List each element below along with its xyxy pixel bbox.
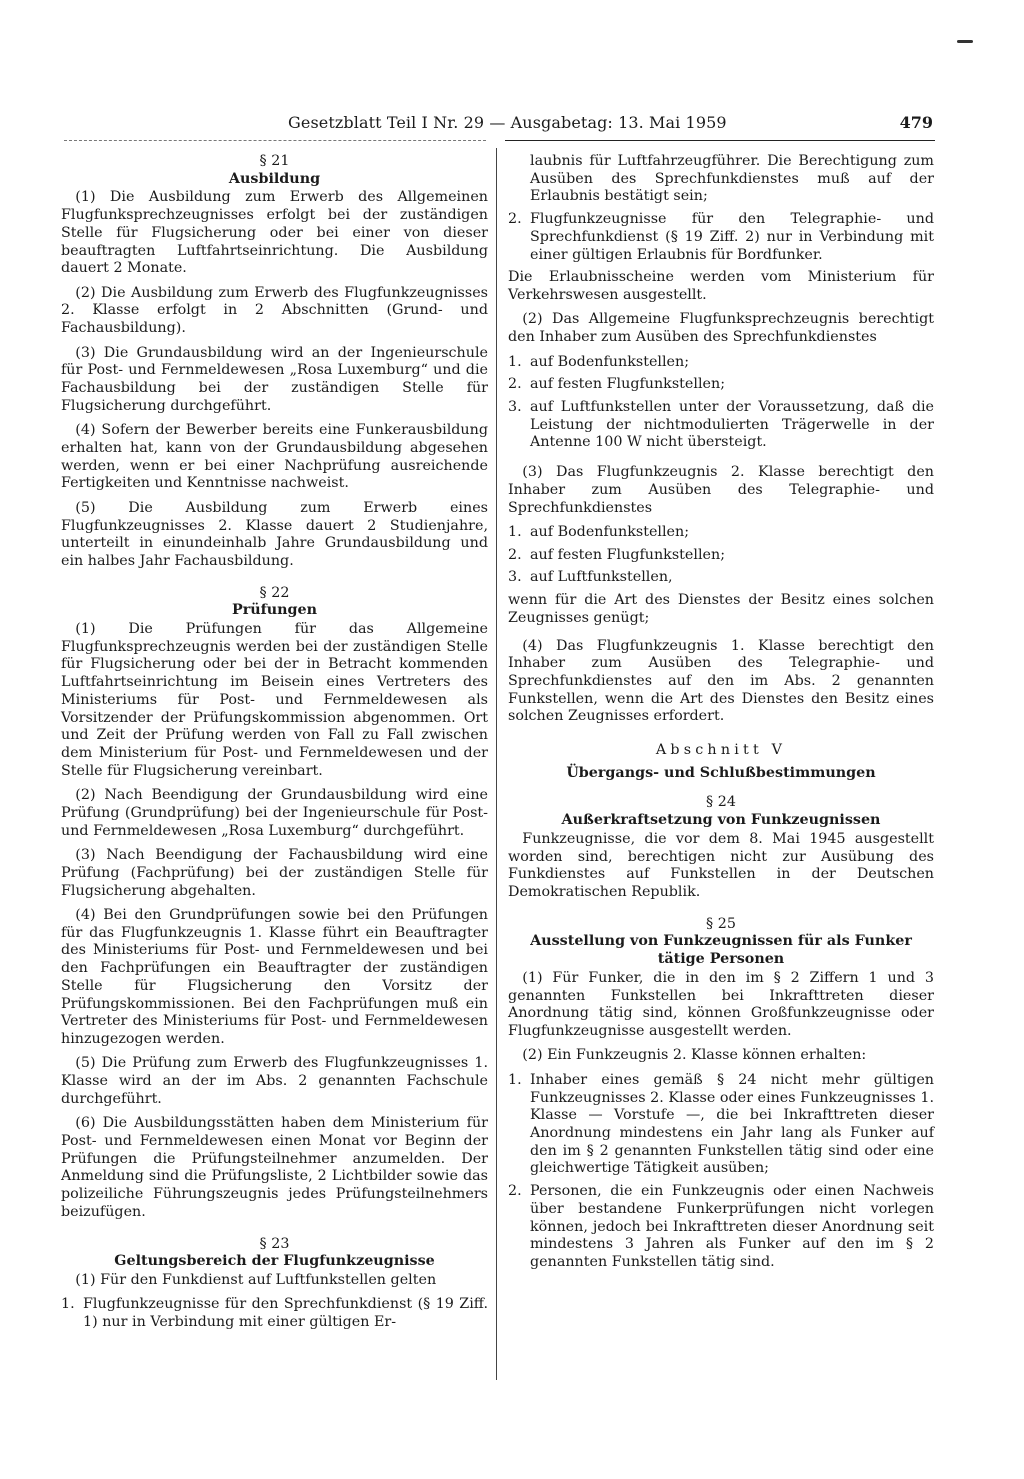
erlaubnis-paragraph: Die Erlaubnisscheine werden vom Ministerium für Verkehrswesen ausgestellt. bbox=[508, 269, 934, 303]
section-22-title: Prüfungen bbox=[231, 602, 318, 619]
s22-paragraph-3: (3) Nach Beendigung der Fachausbildung wird eine Prüfung (Fachprüfung) bei der zuständigen Stelle für Flugsicherung abgehalten. bbox=[61, 847, 488, 899]
s21-paragraph-2: (2) Die Ausbildung zum Erwerb des Flugfunkzeugnisses 2. Klasse erfolgt in 2 Abschnitten (Grund- und Fachausbildung). bbox=[61, 284, 488, 337]
s22-paragraph-2: (2) Nach Beendigung der Grundausbildung wird eine Prüfung (Grundprüfung) bei der Ingenieurschule für Post- und Fernmeldewesen „Rosa Luxemburg“ durchgeführt. bbox=[61, 787, 488, 839]
list-text: auf Bodenfunkstellen; bbox=[530, 524, 690, 541]
s23-p2-item-1 bbox=[508, 354, 934, 372]
s25-list-item-2 bbox=[508, 1183, 934, 1272]
s23-paragraph-3: (3) Das Flugfunkzeugnis 2. Klasse berechtigt den Inhaber zum Ausüben des Telegraphie- und Sprechfunkdienstes bbox=[508, 464, 934, 516]
s23-p2-item-2 bbox=[508, 376, 934, 394]
header-rule-left bbox=[64, 140, 486, 141]
s23-p3-item-3 bbox=[508, 569, 934, 587]
s24-paragraph-1: Funkzeugnisse, die vor dem 8. Mai 1945 ausgestellt worden sind, berechtigen nicht zur Ausübung des Funkdienstes auf Funkstellen in der Deutschen Demokratischen Republik. bbox=[508, 830, 934, 900]
list-text: auf Luftfunkstellen, bbox=[530, 569, 673, 586]
s22-paragraph-4: (4) Bei den Grundprüfungen sowie bei den Prüfungen für das Flugfunkzeugnis 1. Klasse führt ein Beauftragter des Ministeriums für Post- und Fernmeldewesen und bei den Fachprüfungen ein Beauftragter der zuständigen Stelle für Flugsicherung den Vorsitz der Prüfungskommissionen. Bei den Fachprüfungen muß ein Vertreter des Ministeriums für Post- und Fernmeldewesen hinzugezogen werden. bbox=[61, 907, 488, 1047]
s25-list-item-1 bbox=[508, 1072, 934, 1178]
list-number: 1. bbox=[508, 353, 522, 370]
column-divider bbox=[496, 148, 497, 1380]
section-25-title: Ausstellung von Funkzeugnissen für als Funker tätige Personen bbox=[530, 933, 912, 968]
s23-paragraph-4: (4) Das Flugfunkzeugnis 1. Klasse berechtigt den Inhaber zum Ausüben des Telegraphie- und Sprechfunkdienstes auf den im Abs. 2 genannten Funkstellen, wenn die Art des Dienstes den Besitz eines solchen Zeugnisses erfordert. bbox=[508, 637, 934, 725]
s23-p2-item-3 bbox=[508, 399, 934, 452]
page-number: 479 bbox=[899, 113, 933, 132]
list-number: 3. bbox=[508, 399, 522, 416]
list-text: auf festen Flugfunkstellen; bbox=[530, 376, 726, 393]
list-text: Flugfunkzeugnisse für den Telegraphie- und Sprechfunkdienst (§ 19 Ziff. 2) nur in Verbindung mit einer gültigen Erlaubnis für Bordfunker. bbox=[530, 211, 934, 263]
left-column bbox=[61, 153, 488, 1337]
section-22-number: § 22 bbox=[259, 584, 290, 601]
abschnitt-heading: Abschnitt V bbox=[655, 742, 787, 759]
list-text: auf Bodenfunkstellen; bbox=[530, 353, 690, 370]
s22-paragraph-5: (5) Die Prüfung zum Erwerb des Flugfunkzeugnisses 1. Klasse wird an der im Abs. 2 genannten Fachschule durchgeführt. bbox=[61, 1055, 488, 1107]
s22-paragraph-6: (6) Die Ausbildungsstätten haben dem Ministerium für Post- und Fernmeldewesen einen Monat vor Beginn der Prüfungen die Prüfungsteilnehmer anzumelden. Der Anmeldung sind die Prüfungsliste, 2 Lichtbilder sowie das polizeiliche Führungszeugnis jedes Prüfungsteilnehmers beizufügen. bbox=[61, 1115, 488, 1220]
scan-mark bbox=[957, 40, 973, 43]
s23-paragraph-1: (1) Für den Funkdienst auf Luftfunkstellen gelten bbox=[75, 1271, 437, 1288]
section-23-title: Geltungsbereich der Flugfunkzeugnisse bbox=[114, 1253, 435, 1270]
header-rule-right bbox=[505, 140, 935, 141]
s21-paragraph-5: (5) Die Ausbildung zum Erwerb eines Flugfunkzeugnisses 2. Klasse dauert 2 Studienjahre, unterteilt in einundeinhalb Jahre Grundausbildung und ein halbes Jahr Fachausbildung. bbox=[61, 499, 488, 569]
s23-list-item-2 bbox=[508, 211, 934, 264]
list-number: 2. bbox=[508, 376, 522, 393]
s23-paragraph-2: (2) Das Allgemeine Flugfunksprechzeugnis berechtigt den Inhaber zum Ausüben des Sprechfunkdienstes bbox=[508, 311, 934, 346]
right-column bbox=[508, 153, 934, 1277]
s21-paragraph-4: (4) Sofern der Bewerber bereits eine Funkerausbildung erhalten hat, kann von der Grundausbildung abgesehen werden, wenn er bei einer Nachprüfung ausreichende Fertigkeiten und Kenntnisse nachweist. bbox=[61, 422, 488, 492]
section-21-title: Ausbildung bbox=[228, 170, 321, 187]
s21-paragraph-3: (3) Die Grundausbildung wird an der Ingenieurschule für Post- und Fernmeldewesen „Rosa Luxemburg“ und die Fachausbildung bei der zuständigen Stelle für Flugsicherung durchgeführt. bbox=[61, 344, 488, 414]
list-number: 2. bbox=[508, 1183, 522, 1200]
list-number: 1. bbox=[508, 524, 522, 541]
page-header bbox=[288, 109, 936, 133]
section-24-number: § 24 bbox=[706, 794, 736, 811]
section-21-number: § 21 bbox=[259, 153, 290, 169]
list-text: Inhaber eines gemäß § 24 nicht mehr gültigen Funkzeugnisses 2. Klasse oder eines Funkzeugnisses 1. Klasse — Vorstufe —, die bei Inkrafttreten dieser Anordnung mindestens ein Jahr lang als Funker auf den im § 2 genannten Funkstellen tätig sind oder eine gleichwertige Tätigkeit ausüben; bbox=[530, 1071, 934, 1177]
s25-paragraph-2: (2) Ein Funkzeugnis 2. Klasse können erhalten: bbox=[522, 1047, 867, 1064]
s22-paragraph-1: (1) Die Prüfungen für das Allgemeine Flugfunksprechzeugnis werden bei der zuständigen Stelle für Flugsicherung oder bei der in Betracht kommenden Luftfahrtseinrichtung im Beisein eines Vertreters des Ministeriums für Post- und Fernmeldewesen als Vorsitzender der Prüfungskommission abgenommen. Ort und Zeit der Prüfung werden von Fall zu Fall zwischen dem Ministerium für Post- und Fernmeldewesen und der Stelle für Flugsicherung vereinbart. bbox=[61, 621, 488, 779]
s21-paragraph-1: (1) Die Ausbildung zum Erwerb des Allgemeinen Flugfunksprechzeugnisses erfolgt bei der zuständigen Stelle für Flugsicherung oder bei einer von dieser beauftragten Luftfahrtseinrichtung. Die Ausbildung dauert 2 Monate. bbox=[61, 189, 488, 277]
list-text: auf Luftfunkstellen unter der Voraussetzung, daß die Leistung der nichtmodulierten Trägerwelle in der Antenne 100 W nicht übersteigt. bbox=[530, 399, 934, 451]
s23-p3-tail: wenn für die Art des Dienstes der Besitz eines solchen Zeugnisses genügt; bbox=[508, 592, 934, 626]
s23-p3-item-2 bbox=[508, 547, 934, 565]
s25-paragraph-1: (1) Für Funker, die in den im § 2 Ziffern 1 und 3 genannten Funkstellen bei Inkrafttreten dieser Anordnung tätig sind, können Großfunkzeugnisse oder Flugfunkzeugnisse ausgestellt werden. bbox=[508, 969, 934, 1039]
section-25-number: § 25 bbox=[706, 915, 736, 932]
s23-list-item bbox=[61, 1296, 488, 1331]
header-title: Gesetzblatt Teil I Nr. 29 — Ausgabetag: 13. Mai 1959 bbox=[288, 113, 727, 132]
list-text: Flugfunkzeugnisse für den Sprechfunkdienst (§ 19 Ziff. 1) nur in Verbindung mit einer gültigen Er- bbox=[83, 1296, 488, 1331]
section-24-title: Außerkraftsetzung von Funkzeugnissen bbox=[561, 812, 881, 829]
list-text: auf festen Flugfunkstellen; bbox=[530, 546, 726, 563]
s23-continuation bbox=[508, 153, 934, 206]
list-text: Personen, die ein Funkzeugnis oder einen Nachweis über bestandene Funkerprüfungen nicht vorlegen können, jedoch bei Inkrafttreten dieser Anordnung seit mindestens 3 Jahren als Funker auf den im § 2 genannten Funkstellen tätig sind. bbox=[530, 1183, 934, 1270]
s23-p3-item-1 bbox=[508, 524, 934, 542]
list-number: 3. bbox=[508, 569, 522, 586]
list-number: 2. bbox=[508, 211, 522, 228]
list-number: 1. bbox=[508, 1071, 522, 1088]
section-23-number: § 23 bbox=[259, 1235, 290, 1252]
continuation-text: laubnis für Luftfahrzeugführer. Die Berechtigung zum Ausüben des Sprechfunkdienstes muß auf der Erlaubnis bestätigt sein; bbox=[530, 153, 934, 205]
list-number: 2. bbox=[508, 546, 522, 563]
list-number: 1. bbox=[61, 1296, 75, 1313]
abschnitt-title: Übergangs- und Schlußbestimmungen bbox=[566, 764, 876, 781]
